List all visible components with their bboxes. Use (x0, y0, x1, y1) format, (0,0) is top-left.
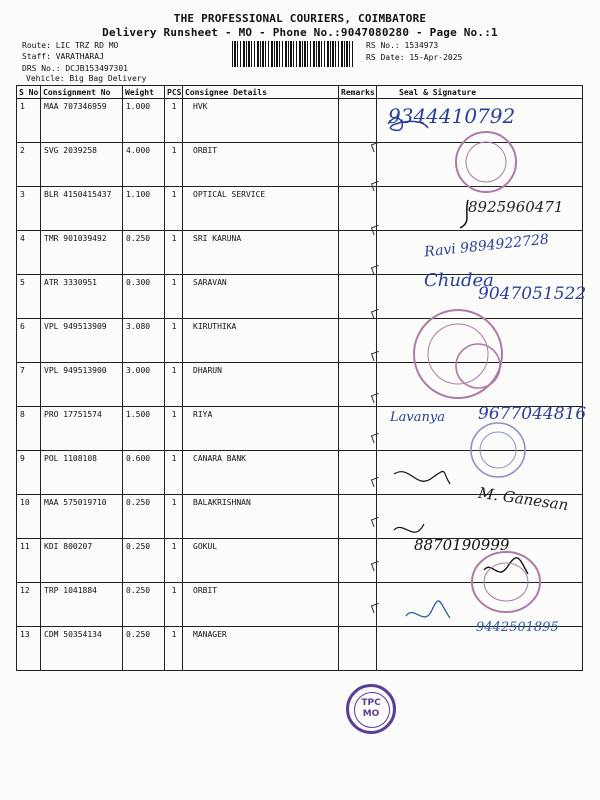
row-remarks (339, 407, 377, 451)
row-consignment-no: BLR 4150415437 (41, 187, 123, 231)
row-pcs: 1 (165, 99, 183, 143)
row-remarks (339, 495, 377, 539)
signature-13: 9442501895 (476, 620, 559, 635)
row-consignment-no: VPL 949513909 (41, 319, 123, 363)
col-sno: S No (17, 86, 41, 99)
row-consignment-no: VPL 949513900 (41, 363, 123, 407)
row-weight: 1.000 (123, 99, 165, 143)
row-consignment-no: CDM 50354134 (41, 627, 123, 671)
row-pcs: 1 (165, 495, 183, 539)
seal-stamp (454, 130, 518, 194)
stamp-line-1: TPC (361, 698, 381, 708)
row-pcs: 1 (165, 363, 183, 407)
row-weight: 0.250 (123, 627, 165, 671)
row-remarks (339, 99, 377, 143)
row-weight: 0.250 (123, 539, 165, 583)
row-consignment-no: KDI 800207 (41, 539, 123, 583)
row-consignment-no: MAA 575019710 (41, 495, 123, 539)
runsheet-subtitle: Delivery Runsheet - MO - Phone No.:9047080280 - Page No.:1 (102, 26, 498, 39)
rs-date: RS Date: 15-Apr-2025 (366, 53, 463, 62)
table-header-row (17, 86, 583, 99)
col-consignment: Consignment No (41, 86, 123, 99)
signature-4: Ravi 9894922728 (423, 231, 550, 261)
company-title: THE PROFESSIONAL COURIERS, COIMBATORE (173, 12, 427, 25)
row-consignee: ORBIT (183, 583, 339, 627)
row-sno: 5 (17, 275, 41, 319)
row-remarks (339, 451, 377, 495)
vehicle: Vehicle: Big Bag Delivery (26, 74, 147, 83)
row-weight: 1.500 (123, 407, 165, 451)
signature-1: 9344410792 (388, 104, 516, 128)
row-weight: 3.080 (123, 319, 165, 363)
row-consignee: HVK (183, 99, 339, 143)
row-sno: 8 (17, 407, 41, 451)
row-pcs: 1 (165, 275, 183, 319)
row-pcs: 1 (165, 407, 183, 451)
row-remarks (339, 627, 377, 671)
seal-stamp (468, 548, 544, 616)
row-weight: 0.250 (123, 583, 165, 627)
col-remarks: Remarks (339, 86, 377, 99)
row-consignment-no: TRP 1041884 (41, 583, 123, 627)
barcode (232, 41, 354, 67)
row-sno: 3 (17, 187, 41, 231)
signature-10: M. Ganesan (477, 483, 570, 515)
signature-8-phone: 9677044816 (478, 404, 587, 424)
row-consignee: SRI KARUNA (183, 231, 339, 275)
row-consignment-no: SVG 2039258 (41, 143, 123, 187)
row-consignee: CANARA BANK (183, 451, 339, 495)
row-remarks (339, 539, 377, 583)
row-consignee: ORBIT (183, 143, 339, 187)
row-consignee: DHARUN (183, 363, 339, 407)
drs-no: DRS No.: DCJB153497301 (22, 64, 128, 73)
row-sno: 10 (17, 495, 41, 539)
row-sno: 7 (17, 363, 41, 407)
signature-8-name: Lavanya (390, 410, 445, 425)
row-consignee: KIRUTHIKA (183, 319, 339, 363)
row-pcs: 1 (165, 627, 183, 671)
row-sno: 12 (17, 583, 41, 627)
row-consignee: RIYA (183, 407, 339, 451)
row-remarks (339, 143, 377, 187)
row-consignment-no: POL 1108108 (41, 451, 123, 495)
row-weight: 0.300 (123, 275, 165, 319)
row-consignee: MANAGER (183, 627, 339, 671)
row-pcs: 1 (165, 451, 183, 495)
row-weight: 0.250 (123, 495, 165, 539)
row-pcs: 1 (165, 319, 183, 363)
row-sno: 4 (17, 231, 41, 275)
row-sno: 2 (17, 143, 41, 187)
stamp-line-2: MO (362, 709, 380, 719)
row-consignment-no: ATR 3330951 (41, 275, 123, 319)
signature-3: 8925960471 (468, 198, 564, 216)
col-seal-signature: Seal & Signature (377, 86, 583, 99)
row-weight: 1.100 (123, 187, 165, 231)
row-sno: 1 (17, 99, 41, 143)
tpc-mo-stamp (346, 684, 396, 734)
row-weight: 4.000 (123, 143, 165, 187)
row-sno: 13 (17, 627, 41, 671)
row-consignee: OPTICAL SERVICE (183, 187, 339, 231)
row-weight: 3.000 (123, 363, 165, 407)
staff: Staff: VARATHARAJ (22, 52, 104, 61)
route: Route: LIC TRZ RD MO (22, 41, 119, 50)
row-sno: 11 (17, 539, 41, 583)
row-consignment-no: PRO 17751574 (41, 407, 123, 451)
row-weight: 0.600 (123, 451, 165, 495)
row-sno: 6 (17, 319, 41, 363)
row-remarks (339, 187, 377, 231)
row-pcs: 1 (165, 231, 183, 275)
row-consignee: GOKUL (183, 539, 339, 583)
rs-no: RS No.: 1534973 (366, 41, 439, 50)
signature-11: 8870190999 (414, 536, 510, 554)
signature-6: 9047051522 (478, 284, 587, 304)
seal-stamp (468, 420, 528, 480)
row-pcs: 1 (165, 583, 183, 627)
row-consignment-no: MAA 707346959 (41, 99, 123, 143)
row-remarks (339, 363, 377, 407)
row-consignee: BALAKRISHNAN (183, 495, 339, 539)
row-sno: 9 (17, 451, 41, 495)
col-consignee: Consignee Details (183, 86, 339, 99)
seal-stamp (454, 342, 502, 390)
col-weight: Weight (123, 86, 165, 99)
row-pcs: 1 (165, 187, 183, 231)
col-pcs: PCS (165, 86, 183, 99)
row-consignment-no: TMR 901039492 (41, 231, 123, 275)
row-consignee: SARAVAN (183, 275, 339, 319)
signature-5: Chudea (424, 270, 494, 291)
row-weight: 0.250 (123, 231, 165, 275)
row-pcs: 1 (165, 143, 183, 187)
row-pcs: 1 (165, 539, 183, 583)
